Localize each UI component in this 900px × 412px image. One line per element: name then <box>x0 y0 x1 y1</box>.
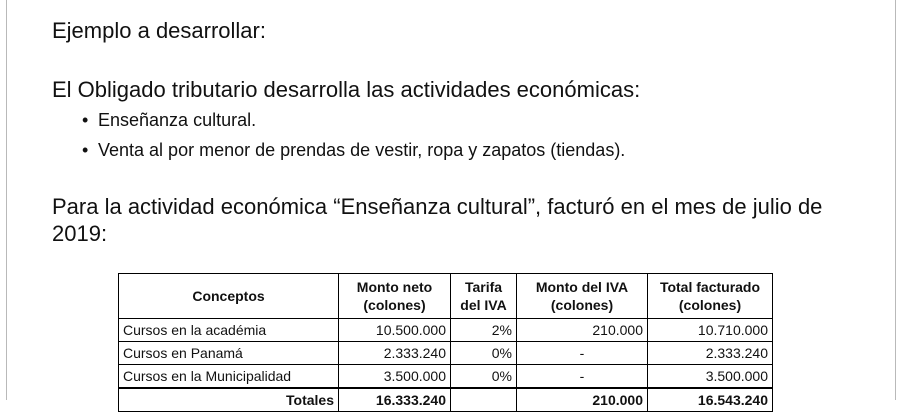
concept-cell: Cursos en la Municipalidad <box>119 365 339 389</box>
total-billed-cell: 2.333.240 <box>648 342 773 365</box>
slide-border-right <box>895 0 896 400</box>
total-billed-amount: 16.543.240 <box>648 388 773 412</box>
concept-cell: Cursos en la académia <box>119 319 339 342</box>
vat-amount-cell: - <box>517 365 648 389</box>
total-billed-cell: 3.500.000 <box>648 365 773 389</box>
list-item <box>78 108 625 138</box>
total-billed-cell: 10.710.000 <box>648 319 773 342</box>
slide-border-left <box>6 0 7 400</box>
bullet-icon: • <box>82 140 89 160</box>
column-header-concepts: Conceptos <box>119 274 339 319</box>
totals-label: Totales <box>119 388 339 412</box>
billing-paragraph: Para la actividad económica “Enseñanza cultural”, facturó en el mes de julio de 2019: <box>52 194 823 246</box>
activity-list <box>78 108 625 168</box>
net-amount-cell: 2.333.240 <box>339 342 451 365</box>
table-row <box>119 319 773 342</box>
vat-amount-cell: 210.000 <box>517 319 648 342</box>
column-header-vat-rate: Tarifa del IVA <box>451 274 517 319</box>
vat-rate-cell: 0% <box>451 342 517 365</box>
slide-heading: Ejemplo a desarrollar: <box>52 18 266 43</box>
vat-amount-cell: - <box>517 342 648 365</box>
list-item <box>78 138 625 168</box>
vat-rate-cell: 0% <box>451 365 517 389</box>
net-amount-cell: 10.500.000 <box>339 319 451 342</box>
list-item-text: Venta al por menor de prendas de vestir, ropa y zapatos (tiendas). <box>98 140 626 160</box>
column-header-vat-amount: Monto del IVA (colones) <box>517 274 648 319</box>
concept-cell: Cursos en Panamá <box>119 342 339 365</box>
list-item-text: Enseñanza cultural. <box>98 110 257 130</box>
vat-rate-cell: 2% <box>451 319 517 342</box>
billing-table <box>118 273 773 412</box>
total-net-amount: 16.333.240 <box>339 388 451 412</box>
table-row <box>119 365 773 389</box>
total-vat-amount: 210.000 <box>517 388 648 412</box>
table-header-row <box>119 274 773 319</box>
intro-text: El Obligado tributario desarrolla las actividades económicas: <box>52 77 641 102</box>
column-header-total-billed: Total facturado (colones) <box>648 274 773 319</box>
table-row <box>119 342 773 365</box>
column-header-net-amount: Monto neto (colones) <box>339 274 451 319</box>
net-amount-cell: 3.500.000 <box>339 365 451 389</box>
bullet-icon: • <box>82 110 89 130</box>
